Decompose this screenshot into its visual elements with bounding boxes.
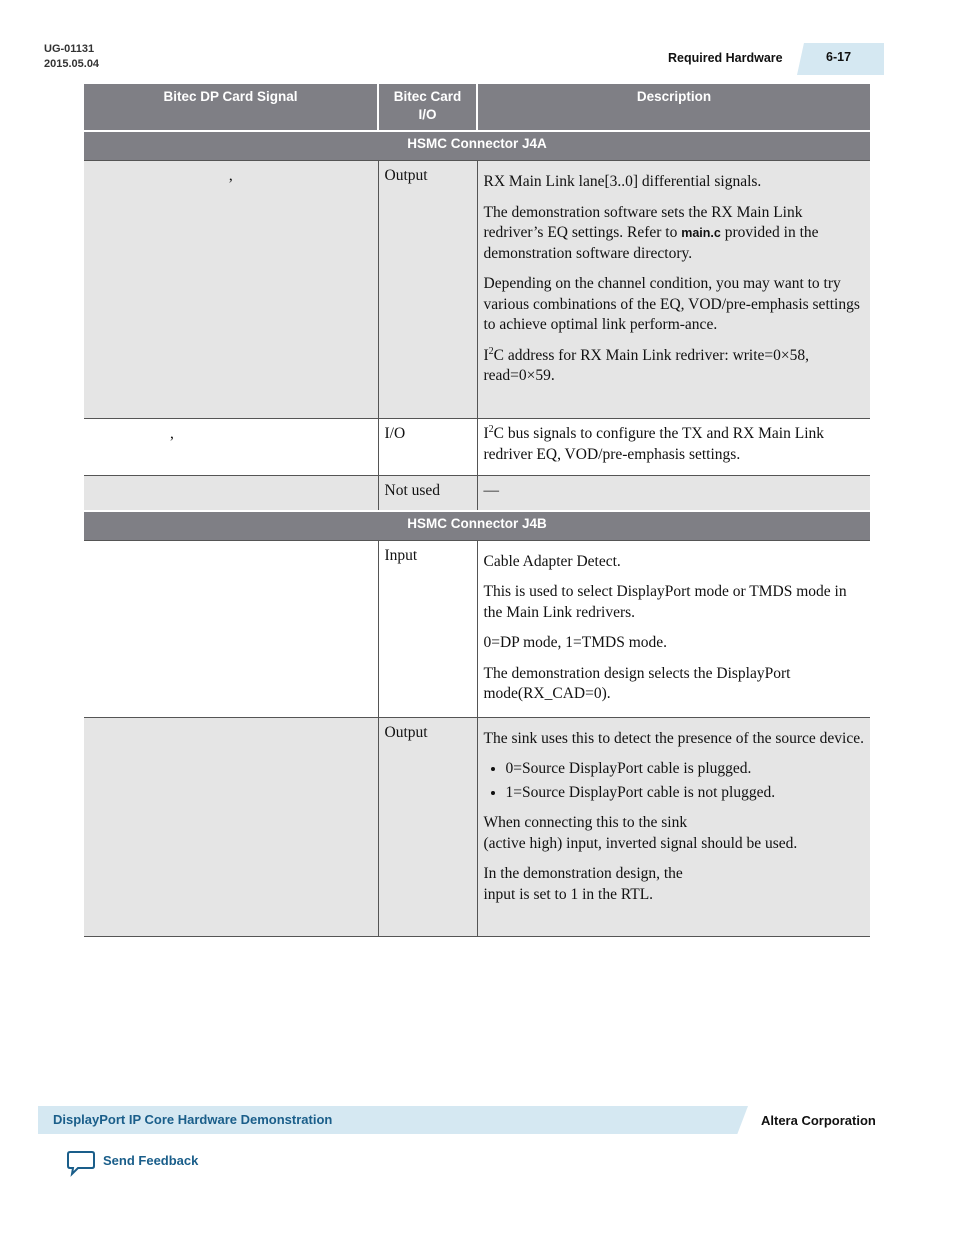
io-cell: Not used — [378, 476, 477, 511]
header-section-title: Required Hardware — [668, 51, 783, 65]
description-text: C address for RX Main Link redriver: write=0×58, read=0×59. — [483, 346, 810, 384]
doc-date: 2015.05.04 — [44, 58, 100, 70]
description-text: provided in the demonstration software directory. — [483, 224, 819, 262]
column-header-io: Bitec Card I/O — [378, 84, 477, 131]
description-text: (active high) input, inverted signal should be used. — [483, 834, 798, 852]
table-row — [84, 717, 870, 936]
send-feedback-link[interactable]: Send Feedback — [103, 1153, 199, 1168]
doc-id: UG-01131 — [44, 43, 95, 55]
description-text: I — [483, 346, 489, 364]
section-title: HSMC Connector J4A — [84, 131, 870, 161]
description-paragraph — [484, 424, 865, 465]
description-paragraph — [484, 346, 865, 387]
section-row-j4b — [84, 511, 870, 541]
footer-chapter-title[interactable]: DisplayPort IP Core Hardware Demonstration — [53, 1112, 333, 1127]
signal-table — [84, 84, 870, 937]
table-row — [84, 161, 870, 419]
signal-cell — [84, 540, 378, 717]
description-paragraph: RX Main Link lane[3..0] differential signals. — [483, 173, 762, 190]
description-paragraph: The sink uses this to detect the presence of the source device. — [483, 729, 864, 747]
description-paragraph: This is used to select DisplayPort mode or TMDS mode in the Main Link redrivers. — [483, 583, 847, 621]
io-cell: Output — [378, 161, 477, 419]
signal-cell: , — [84, 161, 378, 419]
signal-cell — [84, 476, 378, 511]
column-header-description: Description — [477, 84, 870, 131]
speech-bubble-icon[interactable] — [66, 1149, 96, 1177]
description-paragraph: Depending on the channel condition, you may want to try various combinations of the EQ, VOD/pre-emphasis settings to achieve optimal link perform-ance. — [483, 275, 860, 333]
description-paragraph — [484, 864, 865, 905]
description-paragraph: Cable Adapter Detect. — [483, 552, 621, 570]
table-row — [84, 419, 870, 476]
doc-id-block — [44, 42, 99, 72]
file-name-code: main.c — [681, 226, 721, 240]
io-cell: Output — [378, 717, 477, 936]
page-number: 6-17 — [826, 50, 852, 64]
superscript: 2 — [488, 423, 494, 435]
io-cell: Input — [378, 540, 477, 717]
description-paragraph — [484, 813, 865, 854]
description-text: C bus signals to configure the TX and RX Main Link redriver EQ, VOD/pre-emphasis settings. — [483, 425, 825, 463]
description-cell: — — [477, 476, 870, 511]
superscript: 2 — [488, 345, 494, 357]
description-text: The demonstration software sets the RX Main Link redriver’s EQ settings. Refer to — [483, 203, 803, 241]
description-text: input is set to 1 in the RTL. — [483, 885, 654, 903]
column-header-signal: Bitec DP Card Signal — [84, 84, 378, 131]
signal-cell — [84, 717, 378, 936]
list-item: • 1=Source DisplayPort cable is not plugged. — [506, 783, 865, 804]
description-cell — [477, 717, 870, 936]
description-cell — [477, 419, 870, 476]
bullet-list — [484, 759, 865, 803]
description-cell — [477, 540, 870, 717]
description-text: In the demonstration design, the — [483, 865, 683, 882]
description-paragraph: The demonstration design selects the DisplayPort mode(RX_CAD=0). — [483, 664, 791, 702]
io-cell: I/O — [378, 419, 477, 476]
description-cell — [477, 161, 870, 419]
description-paragraph — [484, 203, 865, 265]
description-text: I — [483, 425, 489, 442]
table-row — [84, 540, 870, 717]
signal-cell: , — [84, 419, 378, 476]
table-header-row — [84, 84, 870, 131]
table-row — [84, 476, 870, 511]
footer-company: Altera Corporation — [761, 1113, 876, 1128]
section-title: HSMC Connector J4B — [84, 511, 870, 541]
description-paragraph: 0=DP mode, 1=TMDS mode. — [483, 634, 668, 651]
section-row-j4a — [84, 131, 870, 161]
description-text: When connecting this to the sink — [483, 814, 688, 831]
list-item: • 0=Source DisplayPort cable is plugged. — [506, 759, 865, 780]
